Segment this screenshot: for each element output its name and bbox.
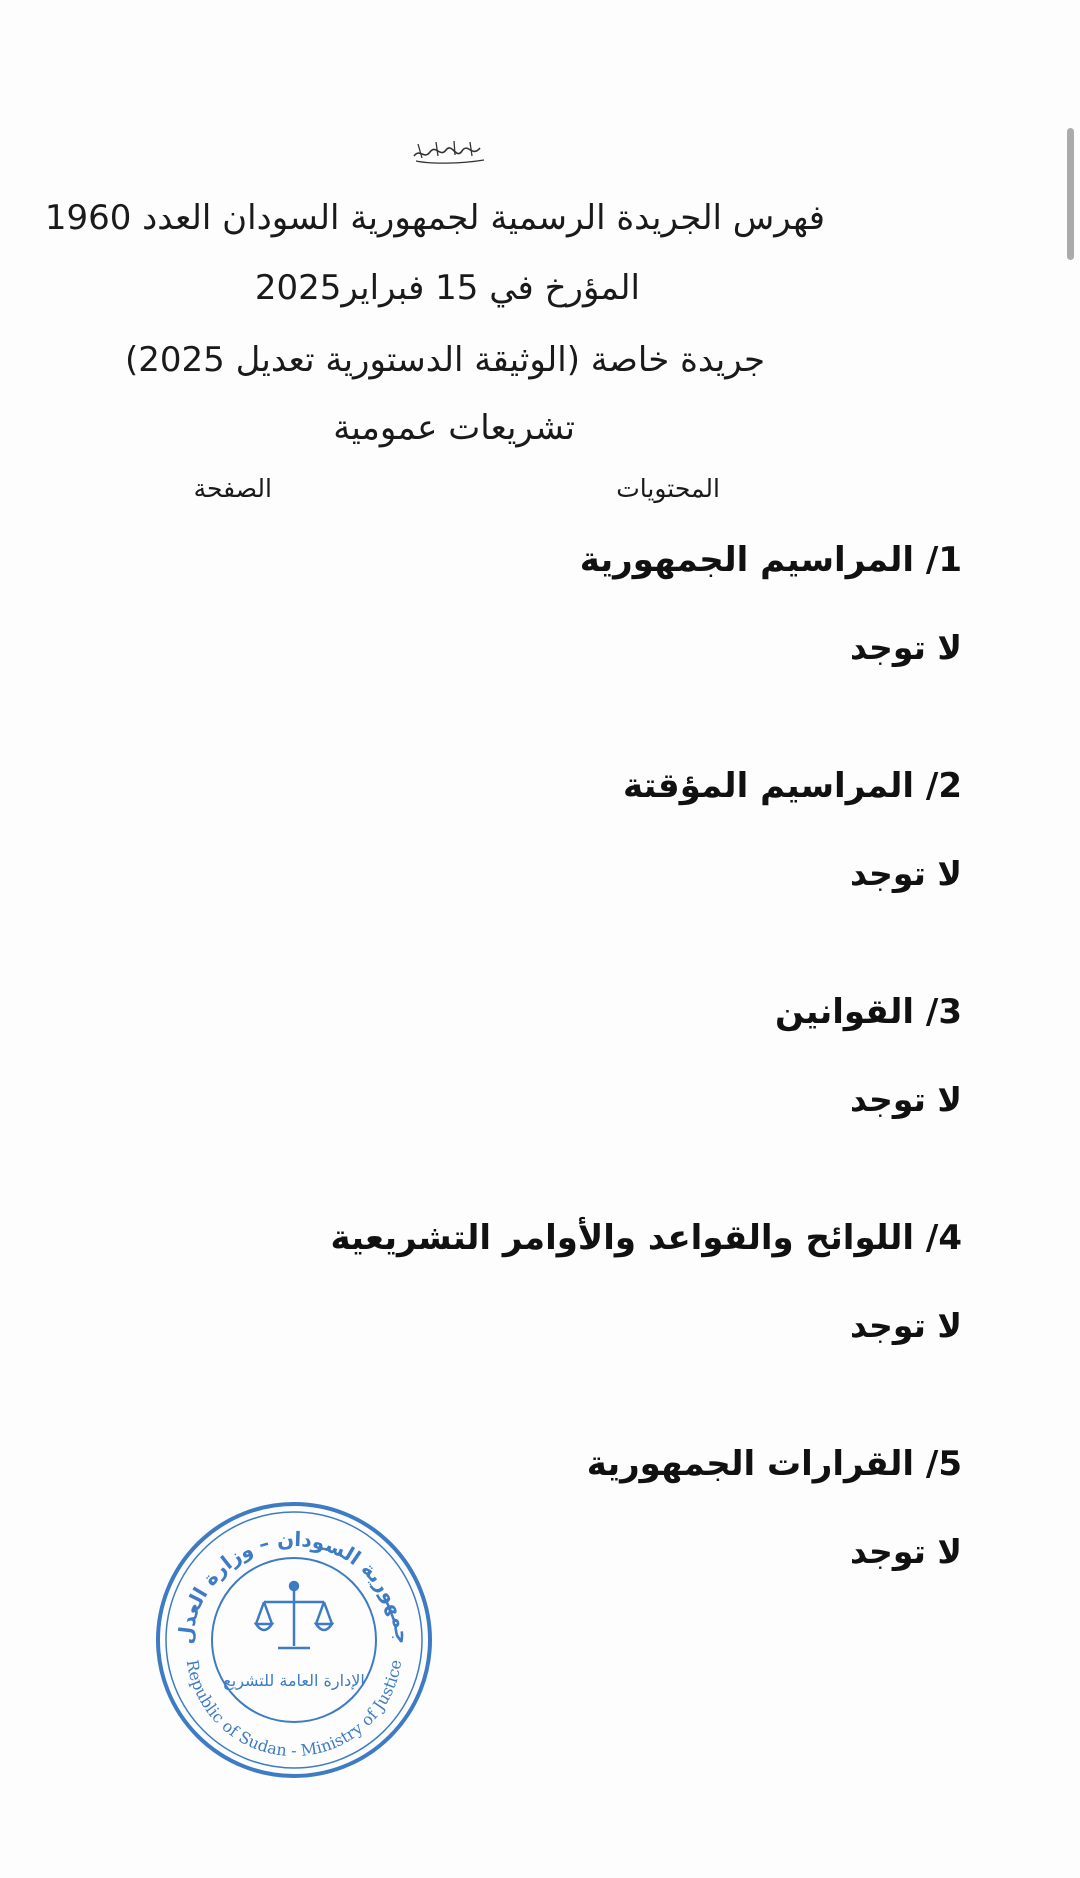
section-laws [775,990,962,1122]
official-seal-icon [152,1498,436,1782]
scales-of-justice-icon [256,1582,332,1648]
contents-column-header: المحتويات [616,474,720,503]
section-body: لا توجد [850,1080,962,1119]
section-title: 4/ اللوائح والقواعد والأوامر التشريعية [330,1218,962,1258]
section-title: 3/ القوانين [774,992,962,1032]
special-issue-line: جريدة خاصة (الوثيقة الدستورية تعديل 2025) [125,340,765,380]
stamp-outer-arabic: جمهورية السودان – وزارة العدل [172,1526,416,1646]
page-column-header: الصفحة [193,474,272,503]
section-body: لا توجد [850,1532,962,1571]
section-body: لا توجد [850,854,962,893]
section-provisional-decrees [623,764,962,896]
section-title: 5/ القرارات الجمهورية [586,1444,962,1484]
section-body: لا توجد [850,628,962,667]
section-presidential-resolutions [587,1442,962,1574]
stamp-outer-english: Republic of Sudan - Ministry of Justice [182,1658,406,1761]
vertical-scrollbar[interactable] [1067,128,1074,260]
basmala-calligraphy [410,136,490,166]
section-title: 1/ المراسيم الجمهورية [579,540,962,580]
document-date: المؤرخ في 15 فبراير2025 [254,268,640,308]
section-presidential-decrees [580,538,962,670]
category-line: تشريعات عمومية [333,408,575,448]
document-title: فهرس الجريدة الرسمية لجمهورية السودان العدد 1960 [44,198,825,238]
stamp-inner-arabic: الإدارة العامة للتشريع [223,1671,365,1690]
section-title: 2/ المراسيم المؤقتة [622,766,962,806]
section-body: لا توجد [850,1306,962,1345]
ministry-of-justice-stamp [152,1498,436,1782]
basmala-calligraphy-icon [410,136,490,166]
section-regulations [331,1216,962,1348]
